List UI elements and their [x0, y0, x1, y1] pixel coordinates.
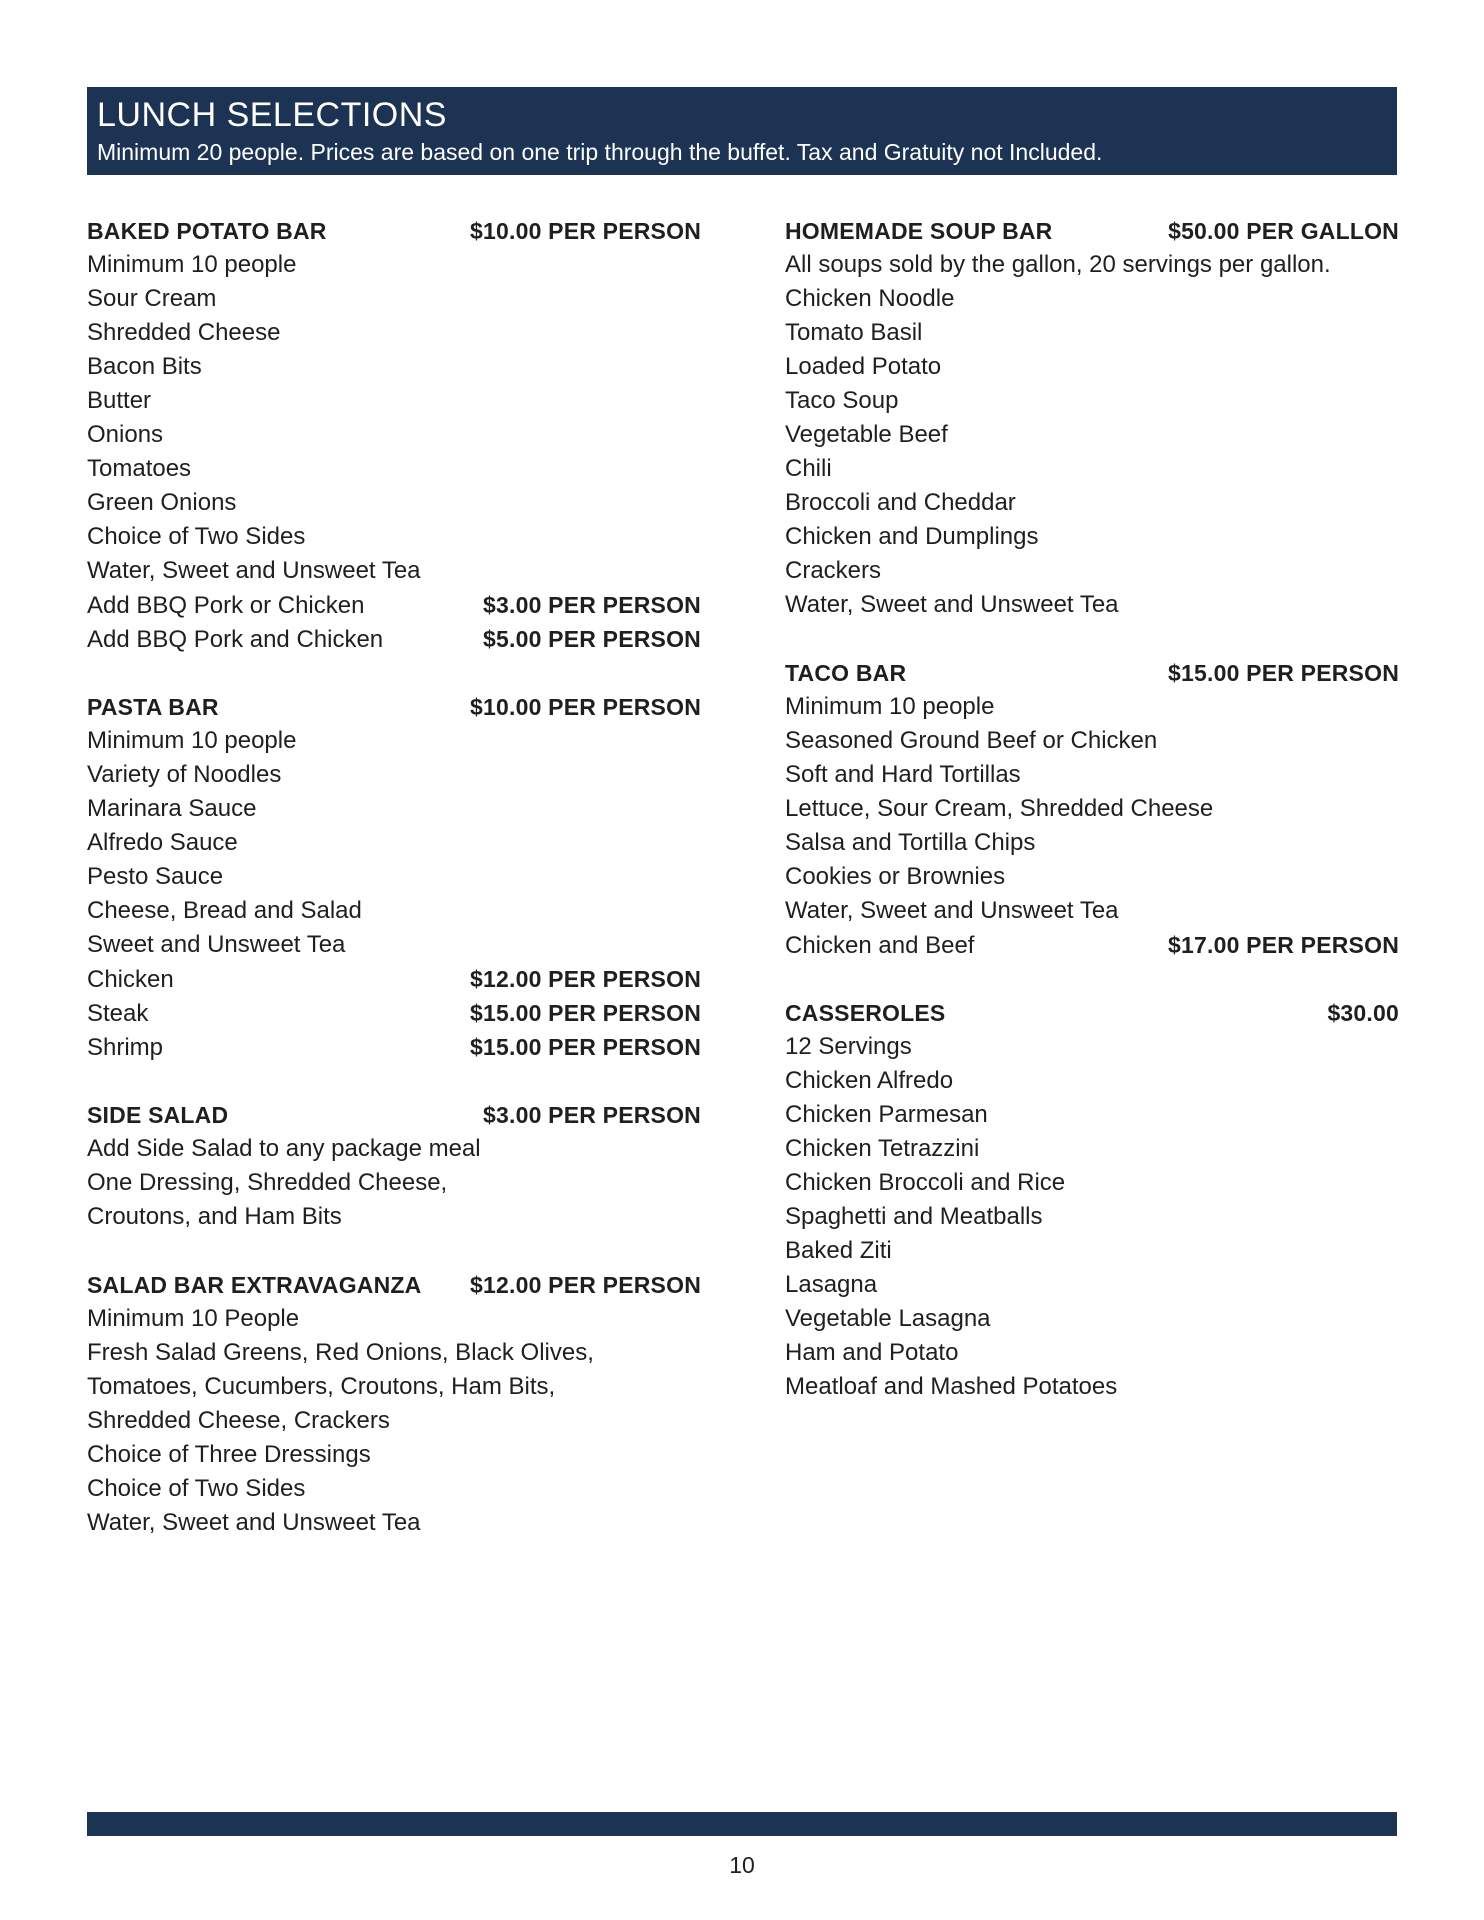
addon-price: $15.00 PER PERSON [470, 1000, 701, 1026]
addon-row [87, 588, 701, 622]
page-subtitle: Minimum 20 people. Prices are based on one trip through the buffet. Tax and Gratuity not Included. [97, 139, 1103, 165]
addon-row [87, 622, 701, 656]
list-item: Chicken Noodle [785, 285, 955, 312]
list-item: Minimum 10 people [87, 251, 297, 278]
section-header [785, 996, 1399, 1030]
section-heading: TACO BAR [785, 660, 907, 686]
list-item: Minimum 10 people [87, 727, 297, 754]
list-item: Chili [785, 455, 832, 482]
list-item: Choice of Two Sides [87, 523, 306, 550]
addon-row [87, 1030, 701, 1064]
footer-bar [87, 1812, 1397, 1836]
section-homemade-soup-bar [785, 214, 1399, 622]
list-item: All soups sold by the gallon, 20 servings per gallon. [785, 251, 1331, 278]
list-item: Vegetable Beef [785, 421, 948, 448]
list-item: Alfredo Sauce [87, 829, 238, 856]
list-item: Choice of Two Sides [87, 1475, 306, 1502]
addon-price: $5.00 PER PERSON [483, 626, 701, 652]
section-heading: HOMEMADE SOUP BAR [785, 218, 1053, 244]
section-heading: SALAD BAR EXTRAVAGANZA [87, 1272, 422, 1298]
addon-price: $17.00 PER PERSON [1168, 932, 1399, 958]
list-item: Add Side Salad to any package meal [87, 1135, 481, 1162]
addon-row [785, 928, 1399, 962]
list-item: Butter [87, 387, 152, 414]
section-header [87, 690, 701, 724]
list-item: Chicken Broccoli and Rice [785, 1169, 1066, 1196]
list-item: Chicken Tetrazzini [785, 1135, 980, 1162]
addon-price: $3.00 PER PERSON [483, 592, 701, 618]
list-item: Water, Sweet and Unsweet Tea [87, 1509, 421, 1536]
page-title: LUNCH SELECTIONS [97, 96, 447, 134]
list-item: Tomato Basil [785, 319, 923, 346]
list-item: 12 Servings [785, 1033, 912, 1060]
section-price: $10.00 PER PERSON [470, 218, 701, 244]
right-column [785, 214, 1399, 1438]
list-item: Crackers [785, 557, 882, 584]
list-item: Chicken Parmesan [785, 1101, 988, 1128]
section-header [87, 1098, 701, 1132]
list-item: Croutons, and Ham Bits [87, 1203, 342, 1230]
list-item: Lasagna [785, 1271, 878, 1298]
left-column [87, 214, 701, 1574]
list-item: Sweet and Unsweet Tea [87, 931, 346, 958]
list-item: Taco Soup [785, 387, 899, 414]
section-heading: BAKED POTATO BAR [87, 218, 327, 244]
list-item: Loaded Potato [785, 353, 942, 380]
list-item: Water, Sweet and Unsweet Tea [785, 591, 1119, 618]
list-item: Spaghetti and Meatballs [785, 1203, 1043, 1230]
list-item: Fresh Salad Greens, Red Onions, Black Olives, [87, 1339, 594, 1366]
section-price: $15.00 PER PERSON [1168, 660, 1399, 686]
section-salad-bar-extravaganza [87, 1268, 701, 1540]
list-item: Marinara Sauce [87, 795, 257, 822]
addon-label: Add BBQ Pork and Chicken [87, 626, 384, 653]
list-item: Choice of Three Dressings [87, 1441, 371, 1468]
section-header [87, 214, 701, 248]
addon-label: Steak [87, 1000, 149, 1027]
list-item: Green Onions [87, 489, 237, 516]
list-item: Salsa and Tortilla Chips [785, 829, 1036, 856]
list-item: One Dressing, Shredded Cheese, [87, 1169, 448, 1196]
list-item: Lettuce, Sour Cream, Shredded Cheese [785, 795, 1214, 822]
list-item: Shredded Cheese [87, 319, 281, 346]
section-heading: CASSEROLES [785, 1000, 946, 1026]
section-price: $50.00 PER GALLON [1168, 218, 1399, 244]
addon-label: Shrimp [87, 1034, 164, 1061]
list-item: Baked Ziti [785, 1237, 892, 1264]
section-heading: SIDE SALAD [87, 1102, 229, 1128]
section-price: $30.00 [1327, 1000, 1399, 1026]
section-baked-potato-bar [87, 214, 701, 656]
page-number: 10 [729, 1852, 755, 1878]
list-item: Sour Cream [87, 285, 217, 312]
section-casseroles [785, 996, 1399, 1404]
list-item: Cheese, Bread and Salad [87, 897, 362, 924]
list-item: Water, Sweet and Unsweet Tea [87, 557, 421, 584]
addon-price: $12.00 PER PERSON [470, 966, 701, 992]
section-heading: PASTA BAR [87, 694, 219, 720]
list-item: Cookies or Brownies [785, 863, 1006, 890]
list-item: Broccoli and Cheddar [785, 489, 1016, 516]
list-item: Minimum 10 people [785, 693, 995, 720]
list-item: Chicken Alfredo [785, 1067, 954, 1094]
addon-label: Add BBQ Pork or Chicken [87, 592, 365, 619]
list-item: Shredded Cheese, Crackers [87, 1407, 390, 1434]
header-banner [87, 87, 1397, 175]
addon-row [87, 996, 701, 1030]
section-header [785, 656, 1399, 690]
section-price: $10.00 PER PERSON [470, 694, 701, 720]
list-item: Tomatoes, Cucumbers, Croutons, Ham Bits, [87, 1373, 556, 1400]
list-item: Chicken and Dumplings [785, 523, 1039, 550]
section-pasta-bar [87, 690, 701, 1064]
list-item: Variety of Noodles [87, 761, 282, 788]
list-item: Tomatoes [87, 455, 192, 482]
list-item: Meatloaf and Mashed Potatoes [785, 1373, 1118, 1400]
section-price: $12.00 PER PERSON [470, 1272, 701, 1298]
section-header [785, 214, 1399, 248]
addon-price: $15.00 PER PERSON [470, 1034, 701, 1060]
list-item: Soft and Hard Tortillas [785, 761, 1021, 788]
section-price: $3.00 PER PERSON [483, 1102, 701, 1128]
addon-label: Chicken and Beef [785, 932, 975, 959]
section-side-salad [87, 1098, 701, 1234]
section-header [87, 1268, 701, 1302]
list-item: Water, Sweet and Unsweet Tea [785, 897, 1119, 924]
list-item: Vegetable Lasagna [785, 1305, 991, 1332]
list-item: Pesto Sauce [87, 863, 224, 890]
list-item: Minimum 10 People [87, 1305, 300, 1332]
addon-row [87, 962, 701, 996]
addon-label: Chicken [87, 966, 174, 993]
list-item: Bacon Bits [87, 353, 202, 380]
section-taco-bar [785, 656, 1399, 962]
list-item: Seasoned Ground Beef or Chicken [785, 727, 1158, 754]
list-item: Ham and Potato [785, 1339, 959, 1366]
list-item: Onions [87, 421, 164, 448]
